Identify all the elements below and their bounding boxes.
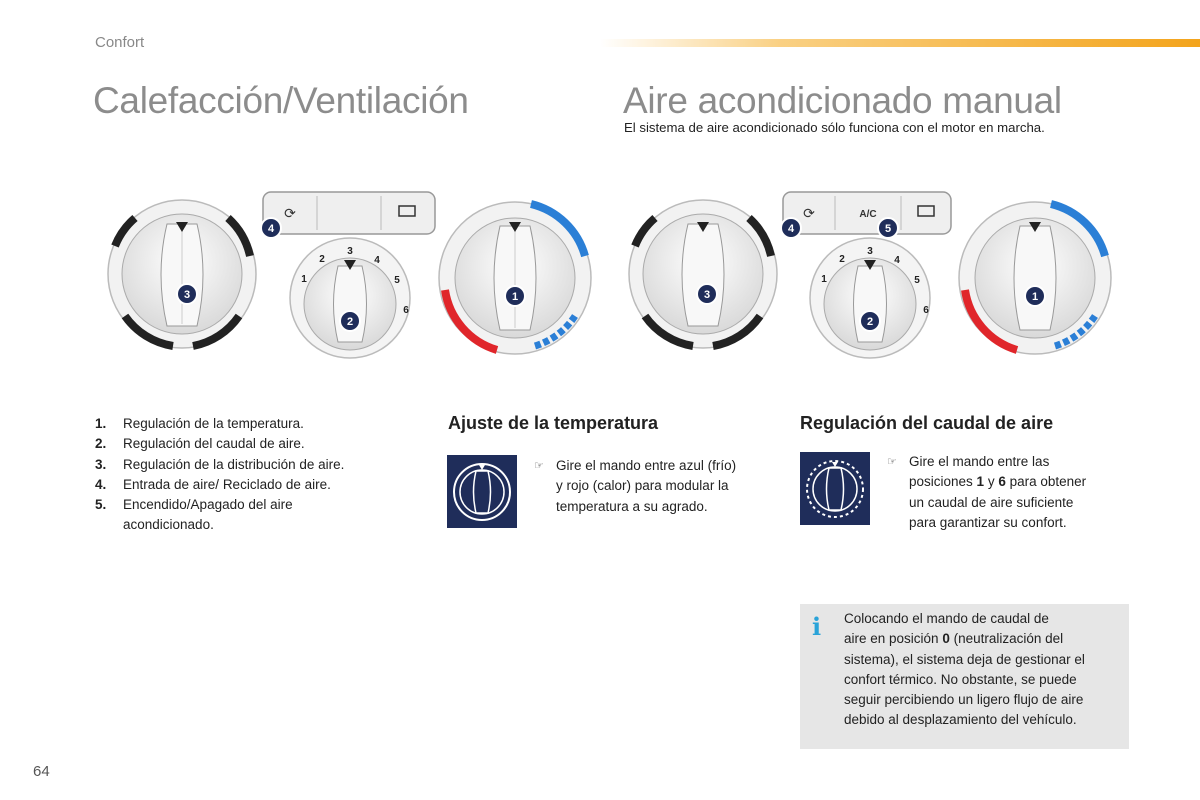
- section-label: Confort: [95, 34, 145, 51]
- page-number: 64: [33, 763, 50, 780]
- svg-text:2: 2: [839, 254, 845, 265]
- heating-panel-illustration: [105, 186, 615, 366]
- ac-intro: El sistema de aire acondicionado sólo funciona con el motor en marcha.: [624, 120, 1045, 135]
- svg-text:3: 3: [703, 289, 711, 301]
- svg-text:4: 4: [787, 223, 795, 235]
- header-accent-bar: [600, 39, 1200, 47]
- svg-text:2: 2: [319, 254, 325, 265]
- svg-text:3: 3: [867, 246, 873, 257]
- svg-text:6: 6: [403, 305, 409, 316]
- temperature-heading: Ajuste de la temperatura: [448, 413, 659, 433]
- svg-text:4: 4: [374, 255, 380, 266]
- temperature-knob-thumbnail: [447, 455, 517, 528]
- svg-text:⟳: ⟳: [803, 206, 815, 222]
- ac-temperature-dial: [959, 202, 1111, 354]
- ac-button-label: A/C: [859, 209, 877, 220]
- heating-title: Calefacción/Ventilación: [93, 80, 469, 121]
- svg-text:5: 5: [394, 275, 400, 286]
- fan-speed-dial: [290, 238, 410, 358]
- ac-title: Aire acondicionado manual: [623, 80, 1062, 121]
- ac-panel-illustration: [625, 186, 1115, 366]
- svg-text:6: 6: [923, 305, 929, 316]
- legend-item: 3. Regulación de la distribución de aire.: [95, 456, 345, 472]
- svg-text:5: 5: [884, 223, 892, 235]
- svg-text:2: 2: [866, 316, 874, 328]
- temperature-instruction: ☞ Gire el mando entre azul (frío) y rojo (calor) para modular la temperatura a su agrado.: [534, 458, 737, 514]
- ac-switch-bar: [783, 192, 951, 234]
- legend-item: acondicionado.: [123, 517, 214, 533]
- air-intake-switch-bar: [263, 192, 435, 234]
- svg-text:1: 1: [511, 291, 519, 303]
- legend-item: 5. Encendido/Apagado del aire: [95, 497, 293, 513]
- svg-text:3: 3: [347, 246, 353, 257]
- svg-text:5: 5: [914, 275, 920, 286]
- legend-item: 4. Entrada de aire/ Reciclado de aire.: [95, 476, 331, 492]
- legend-item: 1. Regulación de la temperatura.: [95, 416, 304, 431]
- svg-text:1: 1: [301, 274, 307, 285]
- pointing-hand-icon: ☞: [534, 460, 544, 472]
- info-text: Colocando el mando de caudal de aire en posición 0 (neutralización del sistema), el sistema deja de gestionar el confort térmico. No obstante, se puede seguir percibiendo un ligero flujo de aire debido al desplazamiento del vehículo.: [844, 611, 1085, 728]
- ac-fan-speed-dial: [810, 238, 930, 358]
- airflow-heading: Regulación del caudal de aire: [800, 413, 1054, 433]
- svg-text:4: 4: [267, 223, 275, 235]
- fan-knob-thumbnail: [800, 452, 870, 525]
- svg-text:2: 2: [346, 316, 354, 328]
- info-icon: i: [812, 612, 822, 641]
- pointing-hand-icon: ☞: [887, 456, 897, 468]
- ac-distribution-dial: [629, 200, 777, 348]
- airflow-instruction: ☞ Gire el mando entre las posiciones 1 y 6 para obtener un caudal de aire suficiente para garantizar su confort.: [887, 454, 1087, 530]
- legend-item: 2. Regulación del caudal de aire.: [95, 436, 305, 452]
- svg-text:1: 1: [821, 274, 827, 285]
- temperature-dial: [439, 202, 591, 354]
- svg-text:4: 4: [894, 255, 900, 266]
- distribution-dial: [108, 200, 256, 348]
- svg-text:⟳: ⟳: [284, 206, 296, 222]
- controls-legend: [95, 414, 344, 536]
- svg-text:3: 3: [183, 289, 191, 301]
- svg-text:1: 1: [1031, 291, 1039, 303]
